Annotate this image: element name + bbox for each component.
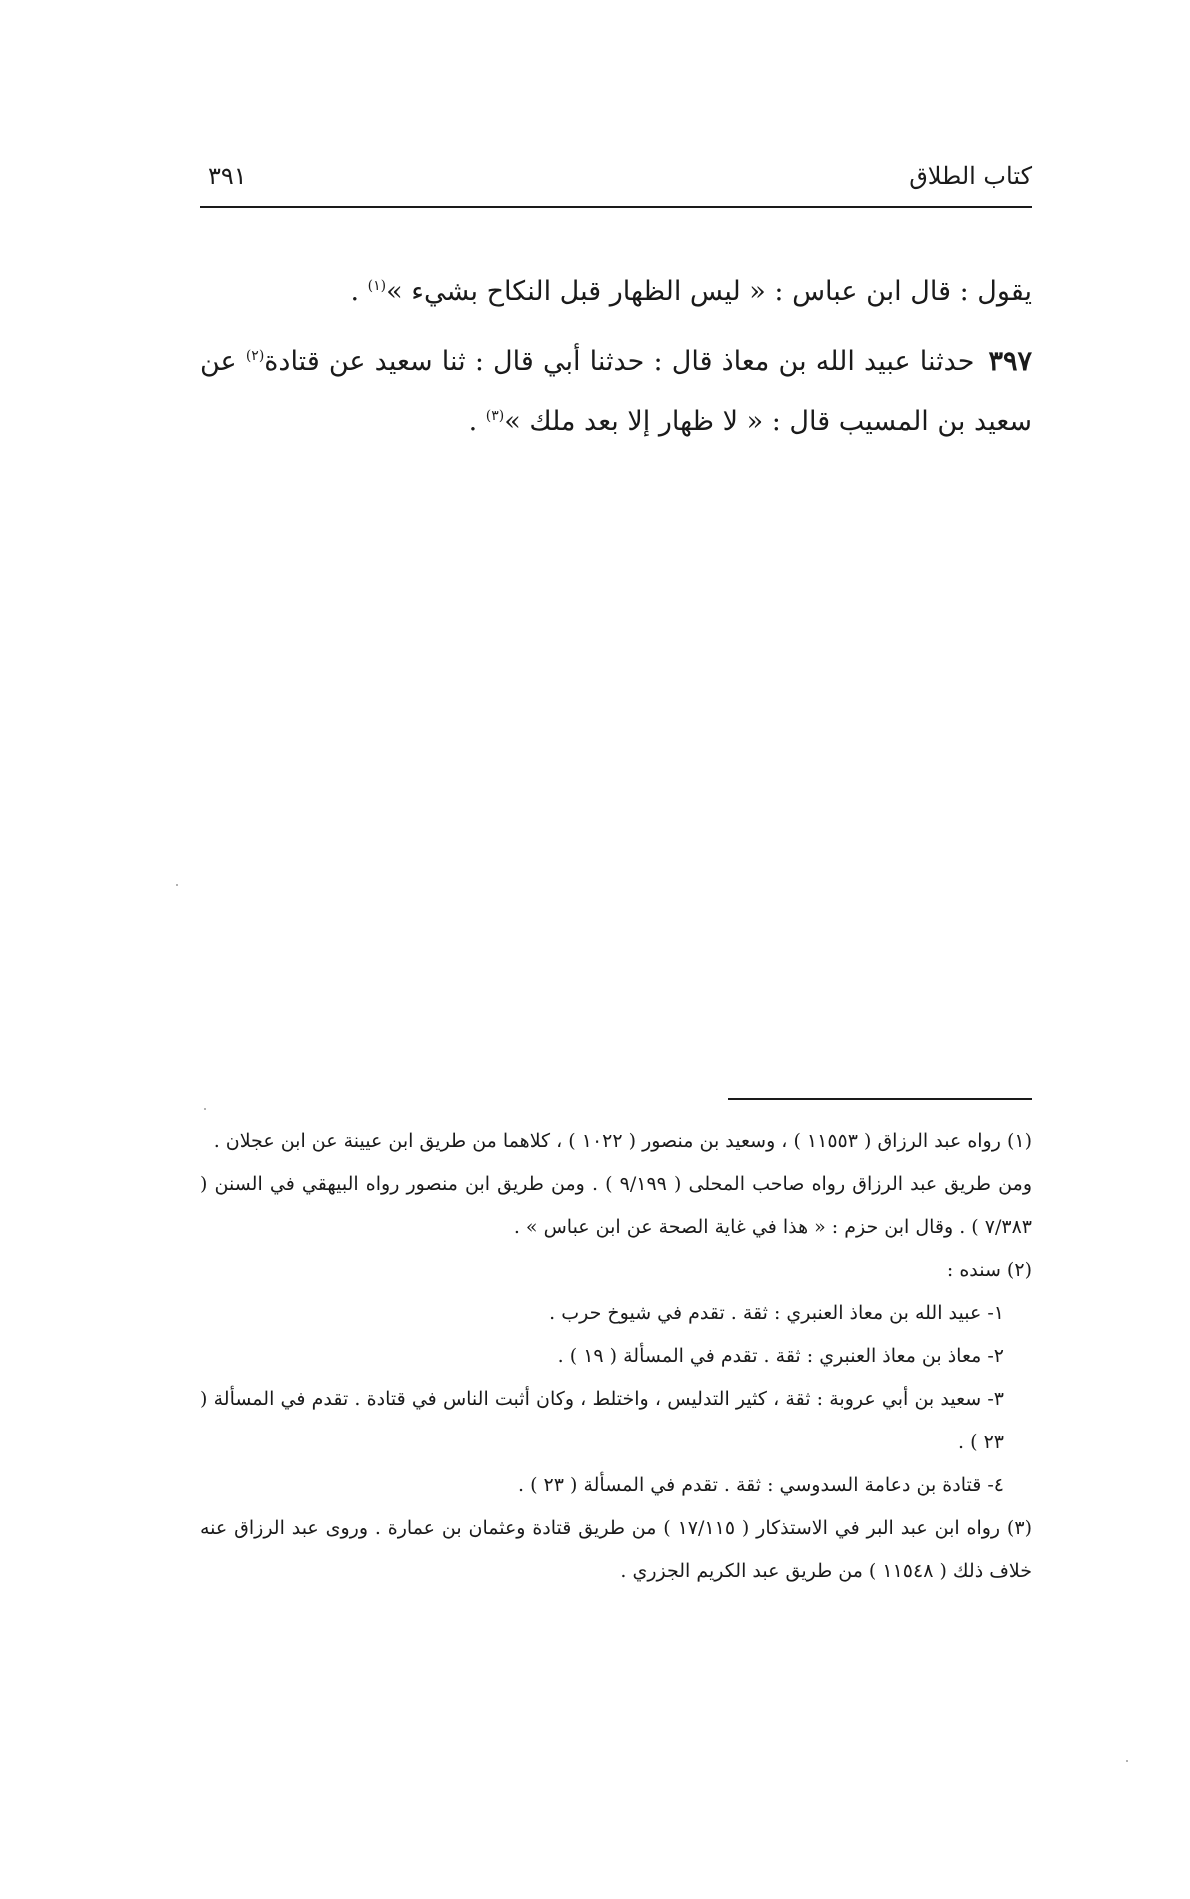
page-header	[200, 158, 1032, 206]
main-text	[200, 262, 1032, 462]
paragraph-2-text-a: حدثنا عبيد الله بن معاذ قال : حدثنا أبي قال : ثنا سعيد عن قتادة	[264, 346, 975, 377]
paragraph-2	[200, 332, 1032, 452]
footnotes	[200, 1120, 1032, 1593]
chapter-title: كتاب الطلاق	[909, 162, 1032, 190]
scan-speck	[176, 884, 178, 886]
paragraph-1-text: يقول : قال ابن عباس : « ليس الظهار قبل النكاح بشيء »	[386, 276, 1032, 307]
footnote-2-item-2: ٢- معاذ بن معاذ العنبري : ثقة . تقدم في المسألة ( ١٩ ) .	[557, 1345, 1004, 1367]
footnote-rule	[728, 1098, 1032, 1100]
paragraph-2-end: .	[468, 406, 486, 437]
footnote-2-item-4: ٤- قتادة بن دعامة السدوسي : ثقة . تقدم في المسألة ( ٢٣ ) .	[518, 1474, 1004, 1496]
footnote-ref-2: (٢)	[245, 348, 265, 364]
scan-speck	[1126, 1760, 1128, 1762]
paragraph-1	[200, 262, 1032, 322]
hadith-number: ٣٩٧	[988, 346, 1032, 377]
paragraph-1-end: .	[350, 276, 368, 307]
footnote-3: (٣) رواه ابن عبد البر في الاستذكار ( ١٧/١١٥ ) من طريق قتادة وعثمان بن عمارة . وروى عبد الرزاق عنه خلاف ذلك ( ١١٥٤٨ ) من طريق عبد الكريم الجزري .	[200, 1517, 1032, 1582]
footnote-2-title: (٢) سنده :	[946, 1259, 1032, 1281]
footnote-ref-3: (٣)	[485, 408, 505, 424]
footnote-1-line-2: ومن طريق عبد الرزاق رواه صاحب المحلى ( ٩/١٩٩ ) . ومن طريق ابن منصور رواه البيهقي في السنن ( ٧/٣٨٣ ) . وقال ابن حزم : « هذا في غاية الصحة عن ابن عباس » .	[200, 1173, 1032, 1238]
page-number: ٣٩١	[208, 162, 247, 190]
paragraph-2-text-b: عن سعيد بن المسيب قال : « لا ظهار إلا بعد ملك »	[200, 346, 1032, 437]
footnote-ref-1: (١)	[367, 278, 387, 294]
header-rule	[200, 206, 1032, 208]
footnote-2-item-3: ٣- سعيد بن أبي عروبة : ثقة ، كثير التدليس ، واختلط ، وكان أثبت الناس في قتادة . تقدم في المسألة ( ٢٣ ) .	[200, 1388, 1004, 1453]
footnote-1-line-1: (١) رواه عبد الرزاق ( ١١٥٥٣ ) ، وسعيد بن منصور ( ١٠٢٢ ) ، كلاهما من طريق ابن عيينة عن ابن عجلان .	[213, 1130, 1032, 1152]
footnote-2-item-1: ١- عبيد الله بن معاذ العنبري : ثقة . تقدم في شيوخ حرب .	[549, 1302, 1004, 1324]
scan-speck	[204, 1108, 206, 1110]
